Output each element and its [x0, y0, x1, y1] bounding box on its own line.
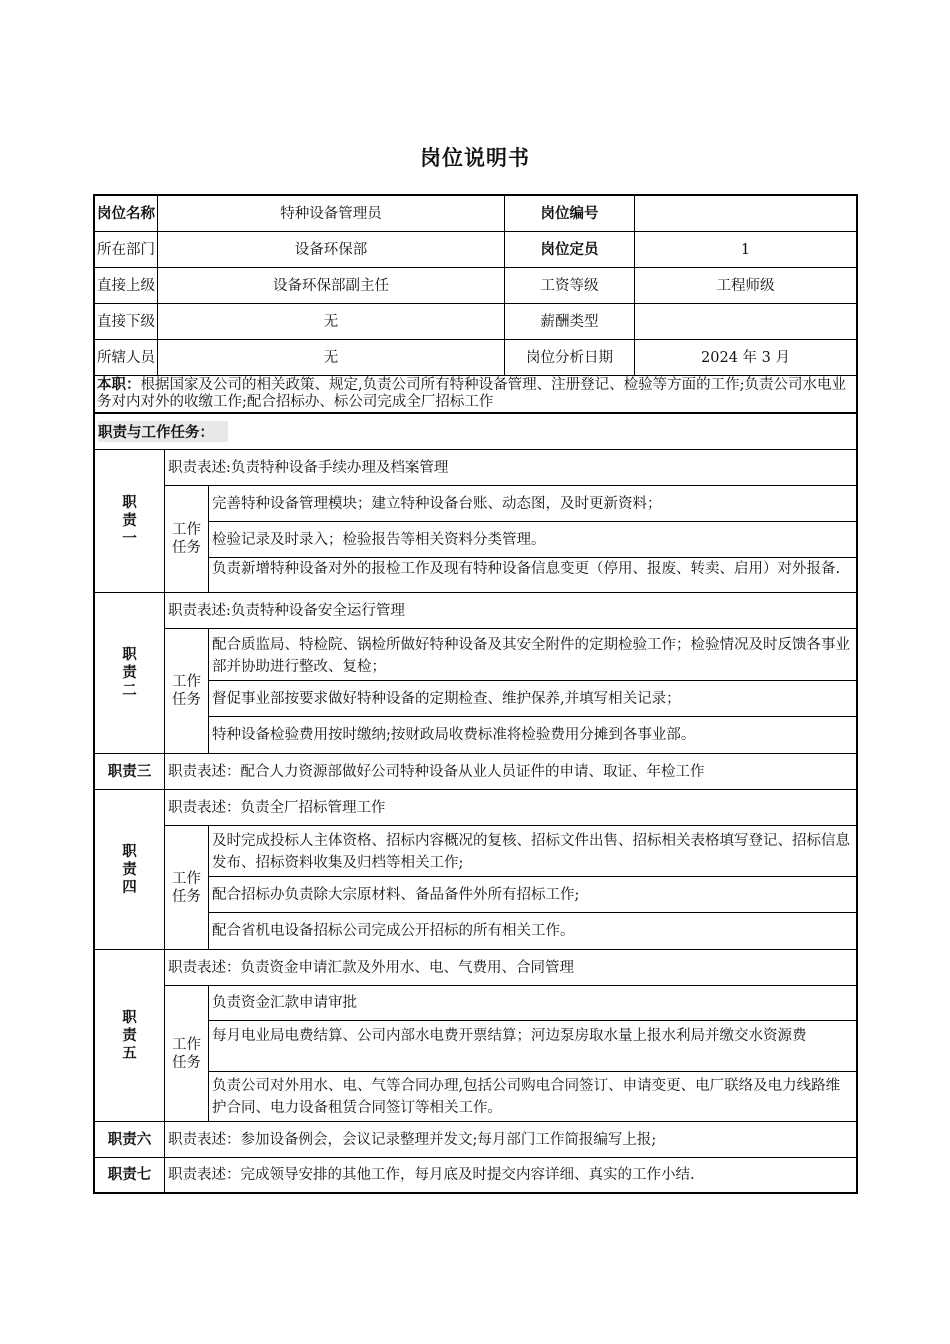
value-department: 设备环保部 — [158, 232, 505, 268]
value-analysis-date: 2024 年 3 月 — [635, 340, 856, 376]
label-analysis-date: 岗位分析日期 — [505, 340, 635, 376]
value-direct-superior: 设备环保部副主任 — [158, 268, 505, 304]
duty-4-label: 职责四 — [95, 790, 165, 950]
duty-2-desc: 职责表述:负责特种设备安全运行管理 — [165, 593, 856, 629]
duty-6-label: 职责六 — [95, 1122, 165, 1158]
job-description-table — [93, 194, 858, 1194]
duty-2-task-label: 工作任务 — [165, 629, 209, 754]
label-direct-subordinate: 直接下级 — [95, 304, 158, 340]
duty-2-task-2: 督促事业部按要求做好特种设备的定期检查、维护保养,并填写相关记录； — [209, 681, 856, 717]
duties-heading: 职责与工作任务： — [98, 421, 228, 442]
label-position-name: 岗位名称 — [95, 196, 158, 232]
duty-7-desc: 职责表述：完成领导安排的其他工作，每月底及时提交内容详细、真实的工作小结. — [168, 1167, 695, 1183]
duty-1-task-2: 检验记录及时录入；检验报告等相关资料分类管理。 — [209, 522, 856, 558]
value-pay-type — [635, 304, 856, 340]
value-direct-subordinate: 无 — [158, 304, 505, 340]
duty-4-task-1: 及时完成投标人主体资格、招标内容概况的复核、招标文件出售、招标相关表格填写登记、招标信息发布、招标资料收集及归档等相关工作; — [209, 826, 856, 877]
duty-4-desc: 职责表述：负责全厂招标管理工作 — [165, 790, 856, 826]
duty-3-label: 职责三 — [95, 754, 165, 790]
duty-1-desc: 职责表述:负责特种设备手续办理及档案管理 — [165, 450, 856, 486]
duty-1-label: 职责一 — [95, 450, 165, 593]
duties-heading-row — [95, 414, 856, 450]
duty-5-task-1: 负责资金汇款申请审批 — [209, 986, 856, 1021]
duty-3-desc: 职责表述：配合人力资源部做好公司特种设备从业人员证件的申请、取证、年检工作 — [165, 754, 856, 790]
value-salary-grade: 工程师级 — [635, 268, 856, 304]
label-headcount: 岗位定员 — [505, 232, 635, 268]
label-department: 所在部门 — [95, 232, 158, 268]
duty-2-label: 职责二 — [95, 593, 165, 754]
core-duty-label: 本职： — [97, 377, 141, 393]
label-position-code: 岗位编号 — [505, 196, 635, 232]
duty-5-label: 职责五 — [95, 950, 165, 1122]
duty-4-task-3: 配合省机电设备招标公司完成公开招标的所有相关工作。 — [209, 913, 856, 950]
duty-6-desc: 职责表述：参加设备例会，会议记录整理并发文;每月部门工作简报编写上报; — [165, 1122, 856, 1158]
value-headcount: 1 — [635, 232, 856, 268]
label-salary-grade: 工资等级 — [505, 268, 635, 304]
duty-2-task-1: 配合质监局、特检院、锅检所做好特种设备及其安全附件的定期检验工作；检验情况及时反馈各事业部并协助进行整改、复检； — [209, 629, 856, 681]
value-position-name: 特种设备管理员 — [158, 196, 505, 232]
duty-2-task-3: 特种设备检验费用按时缴纳;按财政局收费标准将检验费用分摊到各事业部。 — [209, 717, 856, 754]
value-position-code — [635, 196, 856, 232]
label-pay-type: 薪酬类型 — [505, 304, 635, 340]
duty-4-task-label: 工作任务 — [165, 826, 209, 950]
duty-5-desc: 职责表述：负责资金申请汇款及外用水、电、气费用、合同管理 — [165, 950, 856, 986]
duty-5-task-2: 每月电业局电费结算、公司内部水电费开票结算；河边泵房取水量上报水利局并缴交水资源费 — [209, 1021, 856, 1072]
duty-1-task-label: 工作任务 — [165, 486, 209, 593]
duty-7-label: 职责七 — [95, 1158, 165, 1192]
page-title: 岗位说明书 — [420, 146, 530, 170]
duty-1-task-3: 负责新增特种设备对外的报检工作及现有特种设备信息变更（停用、报废、转卖、启用）对外报备. — [209, 558, 856, 593]
duty-5-task-3: 负责公司对外用水、电、气等合同办理,包括公司购电合同签订、申请变更、电厂联络及电力线路维护合同、电力设备租赁合同签订等相关工作。 — [209, 1072, 856, 1122]
value-staff: 无 — [158, 340, 505, 376]
duty-4-task-2: 配合招标办负责除大宗原材料、备品备件外所有招标工作; — [209, 877, 856, 913]
duty-1-task-1: 完善特种设备管理模块；建立特种设备台账、动态图，及时更新资料； — [209, 486, 856, 522]
label-direct-superior: 直接上级 — [95, 268, 158, 304]
core-duty — [95, 376, 856, 414]
duty-5-task-label: 工作任务 — [165, 986, 209, 1122]
core-duty-text: 根据国家及公司的相关政策、规定,负责公司所有特种设备管理、注册登记、检验等方面的工作;负责公司水电业务对内对外的收缴工作;配合招标办、标公司完成全厂招标工作 — [97, 377, 846, 410]
label-staff: 所辖人员 — [95, 340, 158, 376]
